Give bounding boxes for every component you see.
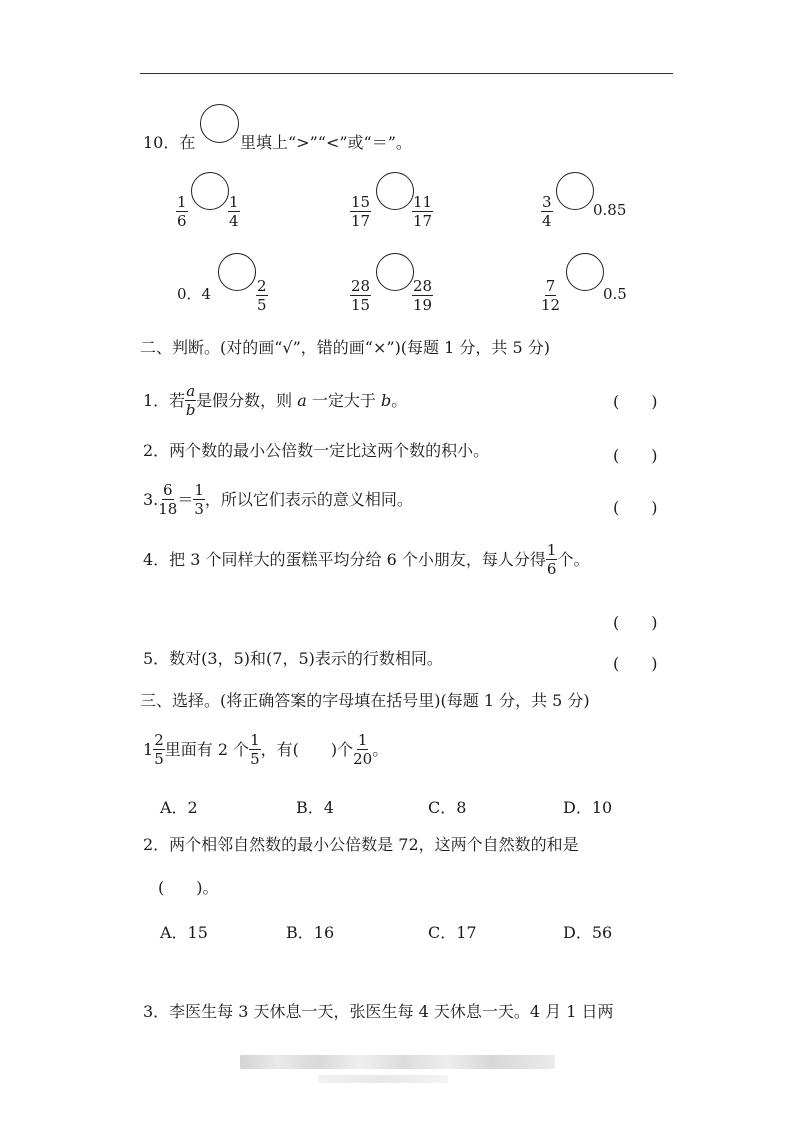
header-rule [140,73,673,74]
answer-parentheses[interactable]: ( ) [613,613,658,632]
section-title: 三、选择。(将正确答案的字母填在括号里)(每题 1 分，共 5 分) [140,691,590,710]
fraction: $\frac{15}{17}$ [351,193,371,230]
answer-circle[interactable] [556,172,594,210]
judge-q5: 5．数对(3，5)和(7，5)表示的行数相同。 [143,649,443,668]
decimal-value: 0.85 [593,201,627,219]
blurred-watermark [318,1075,448,1083]
fraction: $\frac{2}{5}$ [257,277,267,314]
option-c[interactable]: C．17 [428,923,477,942]
fraction: $\frac{a}{b}$ [185,382,196,419]
fraction: $\frac{1}{3}$ [194,481,204,518]
fraction: $\frac{3}{4}$ [542,193,552,230]
answer-parentheses[interactable]: ( )。 [158,878,219,897]
option-a[interactable]: A．2 [160,798,198,817]
fraction: $\frac{1}{4}$ [229,193,239,230]
answer-circle[interactable] [376,253,414,291]
answer-circle[interactable] [200,104,239,143]
choice-q2-line1: 2．两个相邻自然数的最小公倍数是 72，这两个自然数的和是 [143,835,579,854]
answer-circle[interactable] [191,172,229,210]
fraction: $\frac{28}{15}$ [351,277,371,314]
fraction: $\frac{1}{6}$ [546,541,557,578]
section-title: 二、判断。(对的画“√”，错的画“×”)(每题 1 分，共 5 分) [140,338,550,357]
fraction: $\frac{7}{12}$ [541,277,561,314]
answer-parentheses[interactable]: ( ) [613,392,658,411]
option-b[interactable]: B．16 [286,923,335,942]
decimal-value: 0．4 [177,285,212,303]
option-d[interactable]: D．10 [563,798,613,817]
fraction: $\frac{28}{19}$ [413,277,433,314]
judge-q3: 3. $\frac{6}{18}$ ＝ $\frac{1}{3}$ ，所以它们表示的意义相同。 [143,481,413,518]
q10-prefix: 10．在 [143,133,196,152]
fraction: $\frac{1}{5}$ [250,731,260,768]
answer-circle[interactable] [566,253,604,291]
judge-q1: 1．若 $\frac{a}{b}$ 是假分数，则 a 一定大于 b 。 [143,382,408,419]
fraction: $\frac{11}{17}$ [413,193,433,230]
fraction: $\frac{2}{5}$ [154,731,164,768]
decimal-value: 0.5 [603,285,627,303]
fraction: $\frac{1}{6}$ [177,193,187,230]
answer-parentheses[interactable]: ( ) [613,498,658,517]
option-d[interactable]: D．56 [563,923,613,942]
answer-circle[interactable] [218,253,256,291]
q10-suffix: 里填上“>”“<”或“＝”。 [240,133,412,152]
blurred-watermark [240,1055,555,1069]
fraction: $\frac{1}{20}$ [353,731,373,768]
choice-q3: 3．李医生每 3 天休息一天，张医生每 4 天休息一天。4 月 1 日两 [143,1002,614,1021]
option-b[interactable]: B．4 [296,798,334,817]
choice-q1: 1 $\frac{2}{5}$ 里面有 2 个 $\frac{1}{5}$ ，有( )个 $\frac{1}{20}$ 。 [143,731,389,768]
judge-q4: 4．把 3 个同样大的蛋糕平均分给 6 个小朋友，每人分得 $\frac{1}{6}$ 个。 [143,541,590,578]
answer-parentheses[interactable]: ( ) [613,654,658,673]
answer-circle[interactable] [376,172,414,210]
answer-parentheses[interactable]: ( ) [613,446,658,465]
fraction: $\frac{6}{18}$ [158,481,178,518]
judge-q2: 2．两个数的最小公倍数一定比这两个数的积小。 [143,441,490,460]
option-a[interactable]: A．15 [160,923,208,942]
option-c[interactable]: C．8 [428,798,467,817]
